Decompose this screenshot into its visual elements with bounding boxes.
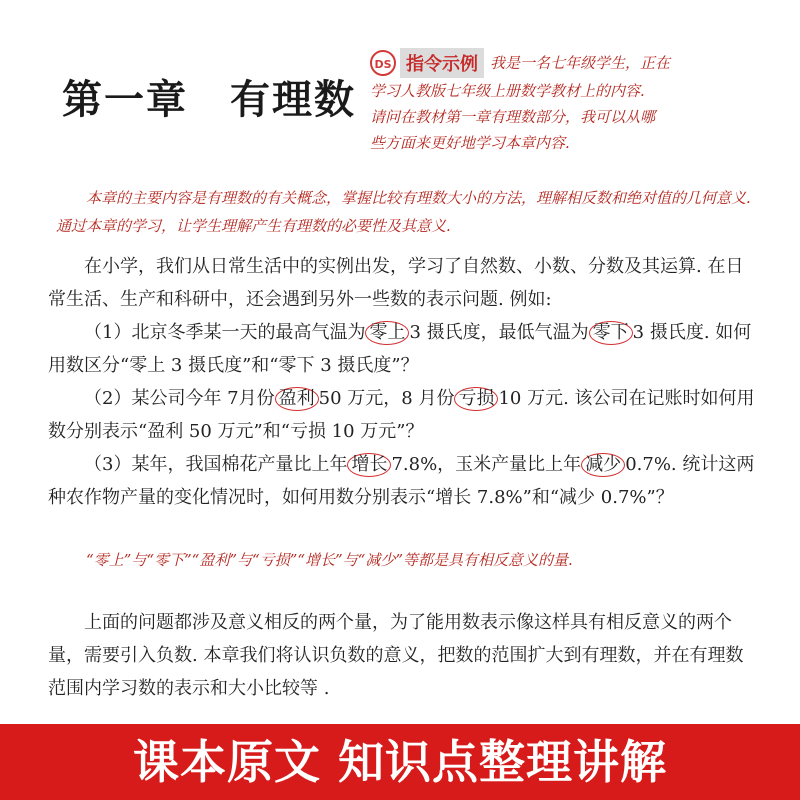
ds-logo-icon: DS [370,50,396,76]
example-2-text-c: 10 万元. 该公司在记账时如何用数分别表示“盈利 50 万元”和“亏损 10 万元”？ [48,388,755,442]
example-1-text-c: 3 摄氏度. 如何用数区分“零上 3 摄氏度”和“零下 3 摄氏度”？ [48,322,752,376]
prompt-line-4: 些方面来更好地学习本章内容. [370,134,570,152]
chapter-summary: 本章的主要内容是有理数的有关概念，掌握比较有理数大小的方法，理解相反数和绝对值的几何意义. 通过本章的学习，让学生理解产生有理数的必要性及其意义. [56,189,751,235]
example-1 [48,316,758,382]
opposite-quantities-note: “零上”与“零下”“盈利”与“亏损”“增长”与“减少”等都是具有相反意义的量. [86,551,573,569]
circled-word-decrease: 减少 [581,453,625,477]
body-examples [48,250,758,514]
chapter-title: 第一章 有理数 [62,77,356,123]
bottom-banner: 课本原文 知识点整理讲解 [0,724,800,800]
example-3-text-c: 0.7%. 统计这两种农作物产量的变化情况时，如何用数分别表示“增长 7.8%”和“减少 0.7%”？ [48,454,755,508]
circled-word-loss: 亏损 [454,387,498,411]
conclusion-block [48,606,758,705]
prompt-line-2: 学习人教版七年级上册数学教材上的内容. [370,82,645,100]
circled-word-profit: 盈利 [275,387,319,411]
prompt-example-box [370,48,770,156]
circled-word-increase: 增长 [347,453,391,477]
intro-paragraph: 在小学，我们从日常生活中的实例出发，学习了自然数、小数、分数及其运算. 在日常生活、生产和科研中，还会遇到另外一些数的表示问题. 例如: [48,256,744,310]
prompt-line-1: 我是一名七年级学生，正在 [490,54,671,72]
example-1-text-a: （1）北京冬季某一天的最高气温为 [84,322,366,343]
conclusion-paragraph: 上面的问题都涉及意义相反的两个量，为了能用数表示像这样具有相反意义的两个量，需要引入负数. 本章我们将认识负数的意义，把数的范围扩大到有理数，并在有理数范围内学习数的表示和大小比较等 . [48,612,744,699]
circled-word-zero-below: 零下 [589,321,633,345]
example-2-text-a: （2）某公司今年 7月份 [84,388,275,409]
example-3 [48,448,758,514]
prompt-label: 指令示例 [400,48,484,78]
example-1-text-b: 3 摄氏度，最低气温为 [409,322,589,343]
example-3-text-a: （3）某年，我国棉花产量比上年 [84,454,348,475]
example-3-text-b: 7.8%，玉米产量比上年 [391,454,582,475]
example-2-text-b: 50 万元，8 月份 [318,388,455,409]
circled-word-zero-above: 零上 [365,321,409,345]
prompt-line-3: 请问在教材第一章有理数部分，我可以从哪 [370,108,656,126]
example-2 [48,382,758,448]
